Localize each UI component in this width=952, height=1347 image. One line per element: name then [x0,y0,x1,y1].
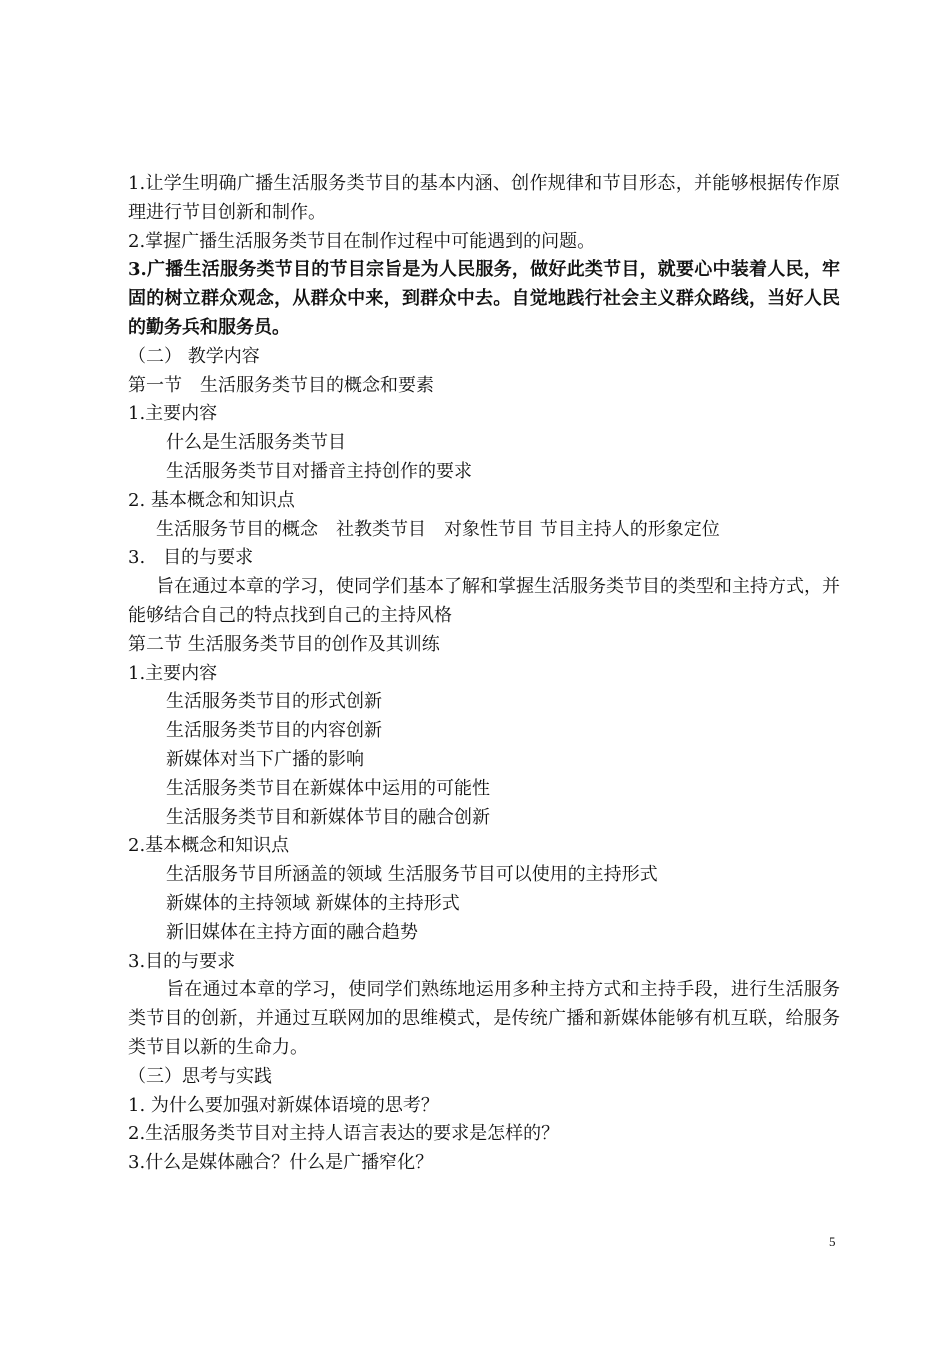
section1-main-item: 生活服务类节目对播音主持创作的要求 [166,460,472,482]
section2-goal-text: 旨在通过本章的学习，使同学们熟练地运用多种主持方式和主持手段，进行生活服务类节目的创新，并通过互联网加的思维模式，是传统广播和新媒体能够有机互联，给服务类节目以新的生命力。 [128,979,840,1058]
practice-item: 1. 为什么要加强对新媒体语境的思考？ [128,1094,439,1116]
section2-main-item: 生活服务类节目在新媒体中运用的可能性 [166,777,490,799]
practice-item: 2.生活服务类节目对主持人语言表达的要求是怎样的？ [128,1123,560,1145]
section2-main-item: 生活服务类节目的形式创新 [166,691,382,713]
practice-heading: （三）思考与实践 [128,1065,272,1087]
page-number: 5 [829,1234,836,1249]
section2-concepts-heading: 2.基本概念和知识点 [128,835,290,857]
section2-concept: 新媒体的主持领域 新媒体的主持形式 [166,892,460,914]
objective-2: 2.掌握广播生活服务类节目在制作过程中可能遇到的问题。 [128,230,596,252]
section2-main-item: 新媒体对当下广播的影响 [166,748,364,770]
teaching-heading: （二） 教学内容 [128,345,260,367]
practice-item: 3.什么是媒体融合？什么是广播窄化？ [128,1152,434,1174]
section1-goal-text: 旨在通过本章的学习，使同学们基本了解和掌握生活服务类节目的类型和主持方式，并能够结合自己的特点找到自己的主持风格 [128,576,840,626]
section2-concept: 新旧媒体在主持方面的融合趋势 [166,921,418,943]
page-content [128,170,840,1178]
section1-concepts-heading: 2. 基本概念和知识点 [128,489,295,511]
section1-goal-heading: 3. 目的与要求 [128,547,254,569]
section2-concept: 生活服务节目所涵盖的领域 生活服务节目可以使用的主持形式 [166,864,658,886]
section2-main-item: 生活服务类节目的内容创新 [166,720,382,742]
section1-main-item: 什么是生活服务类节目 [166,432,346,454]
section1-main-heading: 1.主要内容 [128,403,218,425]
section2-title: 第二节 生活服务类节目的创作及其训练 [128,633,440,655]
objective-1: 1.让学生明确广播生活服务类节目的基本内涵、创作规律和节目形态，并能够根据传作原理进行节目创新和制作。 [128,173,840,223]
section1-title: 第一节 生活服务类节目的概念和要素 [128,374,434,396]
section1-concepts: 生活服务节目的概念 社教类节目 对象性节目 节目主持人的形象定位 [156,518,720,540]
section2-main-item: 生活服务类节目和新媒体节目的融合创新 [166,806,490,828]
objective-3: 3.广播生活服务类节目的节目宗旨是为人民服务，做好此类节目，就要心中装着人民，牢固的树立群众观念，从群众中来，到群众中去。自觉地践行社会主义群众路线，当好人民的勤务兵和服务员。 [128,259,840,338]
section2-goal-heading: 3.目的与要求 [128,950,236,972]
section2-main-heading: 1.主要内容 [128,662,218,684]
